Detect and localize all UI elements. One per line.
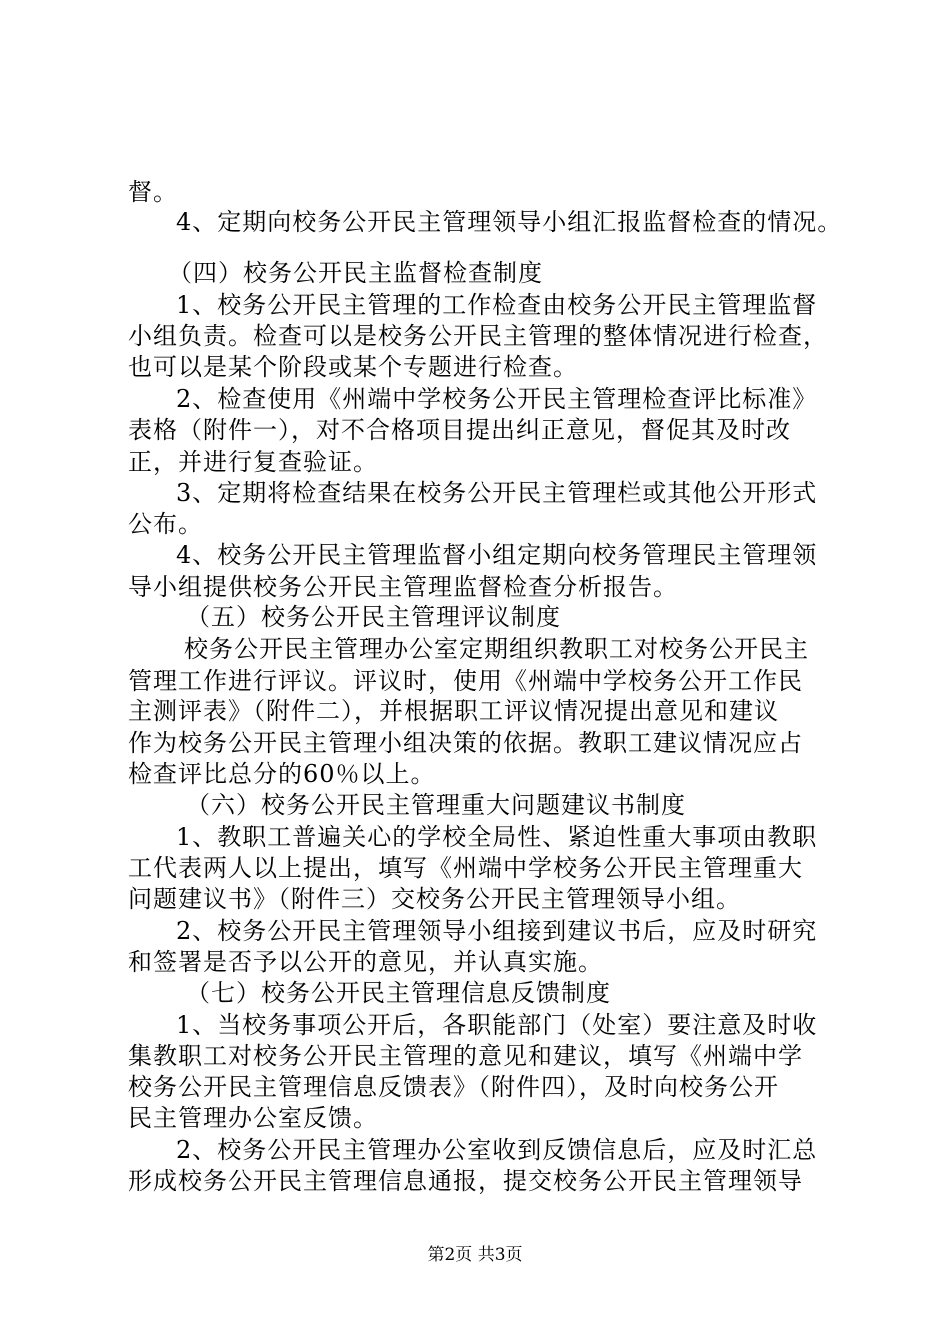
- body-line-7: 2、检查使用《州端中学校务公开民主管理检查评比标准》: [176, 385, 818, 414]
- body-line-27: 1、当校务事项公开后，各职能部门（处室）要注意及时收: [176, 1010, 818, 1039]
- body-line-10: 3、定期将检查结果在校务公开民主管理栏或其他公开形式: [176, 478, 818, 507]
- body-line-9: 正，并进行复查验证。: [128, 447, 378, 476]
- body-line-18: 作为校务公开民主管理小组决策的依据。教职工建议情况应占: [128, 729, 803, 758]
- body-line-13: 导小组提供校务公开民主管理监督检查分析报告。: [128, 573, 678, 602]
- body-line-16: 管理工作进行评议。评议时，使用《州端中学校务公开工作民: [128, 666, 803, 695]
- section-heading-7: （七）校务公开民主管理信息反馈制度: [186, 979, 611, 1007]
- body-line-24: 2、校务公开民主管理领导小组接到建议书后，应及时研究: [176, 917, 818, 946]
- body-line-21: 1、教职工普遍关心的学校全局性、紧迫性重大事项由教职: [176, 822, 818, 851]
- body-line-19: 检查评比总分的60％以上。: [128, 760, 436, 789]
- body-line-1: 督。: [128, 178, 178, 206]
- body-line-23: 问题建议书》（附件三）交校务公开民主管理领导小组。: [128, 885, 741, 914]
- section-heading-4: （四）校务公开民主监督检查制度: [168, 258, 543, 287]
- body-line-32: 形成校务公开民主管理信息通报，提交校务公开民主管理领导: [128, 1167, 803, 1195]
- body-line-5: 小组负责。检查可以是校务公开民主管理的整体情况进行检查，: [128, 322, 828, 351]
- body-line-6: 也可以是某个阶段或某个专题进行检查。: [128, 353, 578, 382]
- body-line-12: 4、校务公开民主管理监督小组定期向校务管理民主管理领: [176, 541, 818, 570]
- body-line-31: 2、校务公开民主管理办公室收到反馈信息后，应及时汇总: [176, 1136, 818, 1165]
- body-line-30: 民主管理办公室反馈。: [128, 1104, 378, 1133]
- body-line-25: 和签署是否予以公开的意见，并认真实施。: [128, 948, 603, 977]
- body-line-29: 校务公开民主管理信息反馈表》（附件四），及时向校务公开: [128, 1073, 779, 1102]
- body-line-22: 工代表两人以上提出，填写《州端中学校务公开民主管理重大: [128, 853, 803, 882]
- section-heading-6: （六）校务公开民主管理重大问题建议书制度: [186, 791, 686, 820]
- body-line-28: 集教职工对校务公开民主管理的意见和建议，填写《州端中学: [128, 1041, 803, 1070]
- body-line-15: 校务公开民主管理办公室定期组织教职工对校务公开民主: [184, 634, 809, 663]
- body-line-11: 公布。: [128, 510, 203, 539]
- page-footer: 第2页 共3页: [427, 1245, 523, 1265]
- body-line-17: 主测评表》（附件二），并根据职工评议情况提出意见和建议: [128, 697, 779, 726]
- section-heading-5: （五）校务公开民主管理评议制度: [186, 603, 561, 632]
- body-line-4: 1、校务公开民主管理的工作检查由校务公开民主管理监督: [176, 290, 818, 319]
- body-line-8: 表格（附件一），对不合格项目提出纠正意见，督促其及时改: [128, 415, 791, 444]
- body-line-2: 4、定期向校务公开民主管理领导小组汇报监督检查的情况。: [176, 207, 843, 236]
